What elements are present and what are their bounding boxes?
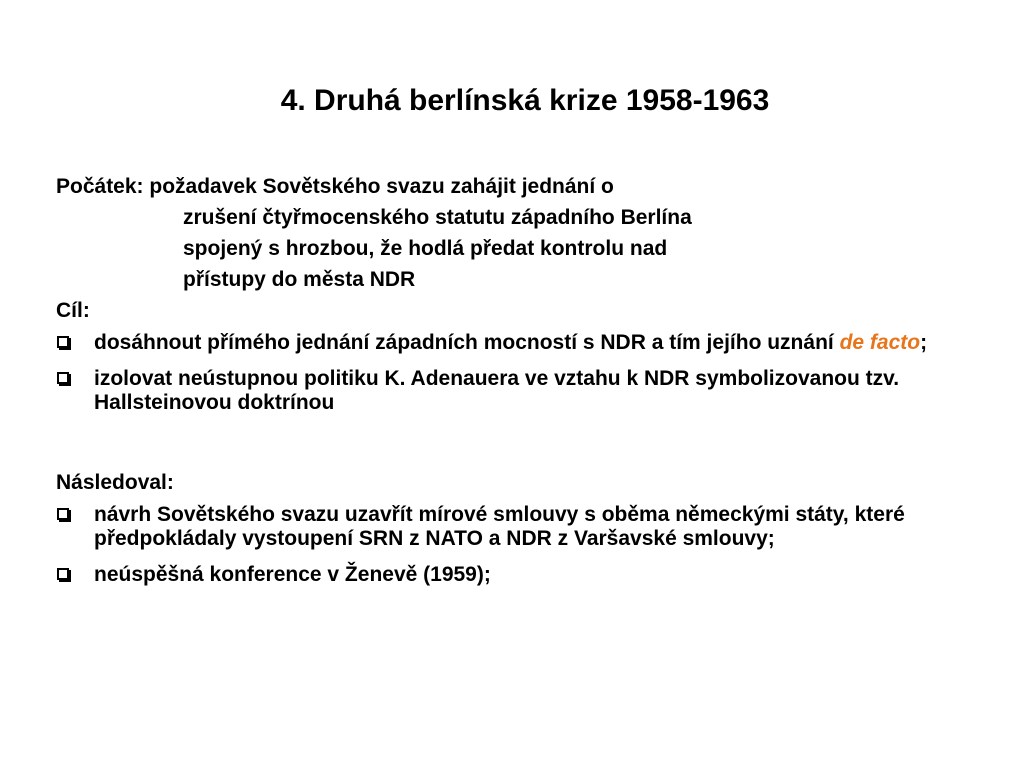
- followed-item-text: neúspěšná konference v Ženevě (1959);: [94, 563, 491, 586]
- goal-item: [56, 331, 976, 355]
- goal-item-text: izolovat neústupnou politiku K. Adenauera ve vztahu k NDR symbolizovanou tzv. Hallsteinovou doktrínou: [94, 367, 900, 414]
- intro-line: spojený s hrozbou, že hodlá předat kontrolu nad: [183, 237, 668, 260]
- slide-title: 4. Druhá berlínská krize 1958-1963: [280, 84, 770, 117]
- followed-label: Následoval:: [56, 471, 174, 494]
- goal-label: Cíl:: [56, 299, 90, 322]
- slide-body: [56, 171, 976, 599]
- spacer: [56, 427, 976, 467]
- goal-item: [56, 367, 976, 415]
- checkbox-square-icon: [57, 372, 69, 384]
- intro-first-line: [56, 171, 976, 202]
- followed-item: [56, 563, 976, 587]
- checkbox-square-icon: [57, 508, 69, 520]
- followed-item-text: návrh Sovětského svazu uzavřít mírové smlouvy s oběma německými státy, které předpokládaly vystoupení SRN z NATO a NDR z Varšavské smlouvy;: [94, 503, 905, 550]
- goal-item-suffix: ;: [920, 331, 928, 354]
- intro-line: přístupy do města NDR: [183, 268, 416, 291]
- checkbox-square-icon: [57, 336, 69, 348]
- checkbox-square-icon: [57, 568, 69, 580]
- goal-item-accent: de facto: [839, 331, 921, 354]
- followed-item: [56, 503, 976, 551]
- intro-line: zrušení čtyřmocenského statutu západního Berlína: [183, 206, 692, 229]
- intro-label: Počátek:: [56, 175, 144, 198]
- intro-text: požadavek Sovětského svazu zahájit jednání o: [143, 175, 614, 198]
- goal-item-text: dosáhnout přímého jednání západních mocností s NDR a tím jejího uznání: [94, 331, 840, 354]
